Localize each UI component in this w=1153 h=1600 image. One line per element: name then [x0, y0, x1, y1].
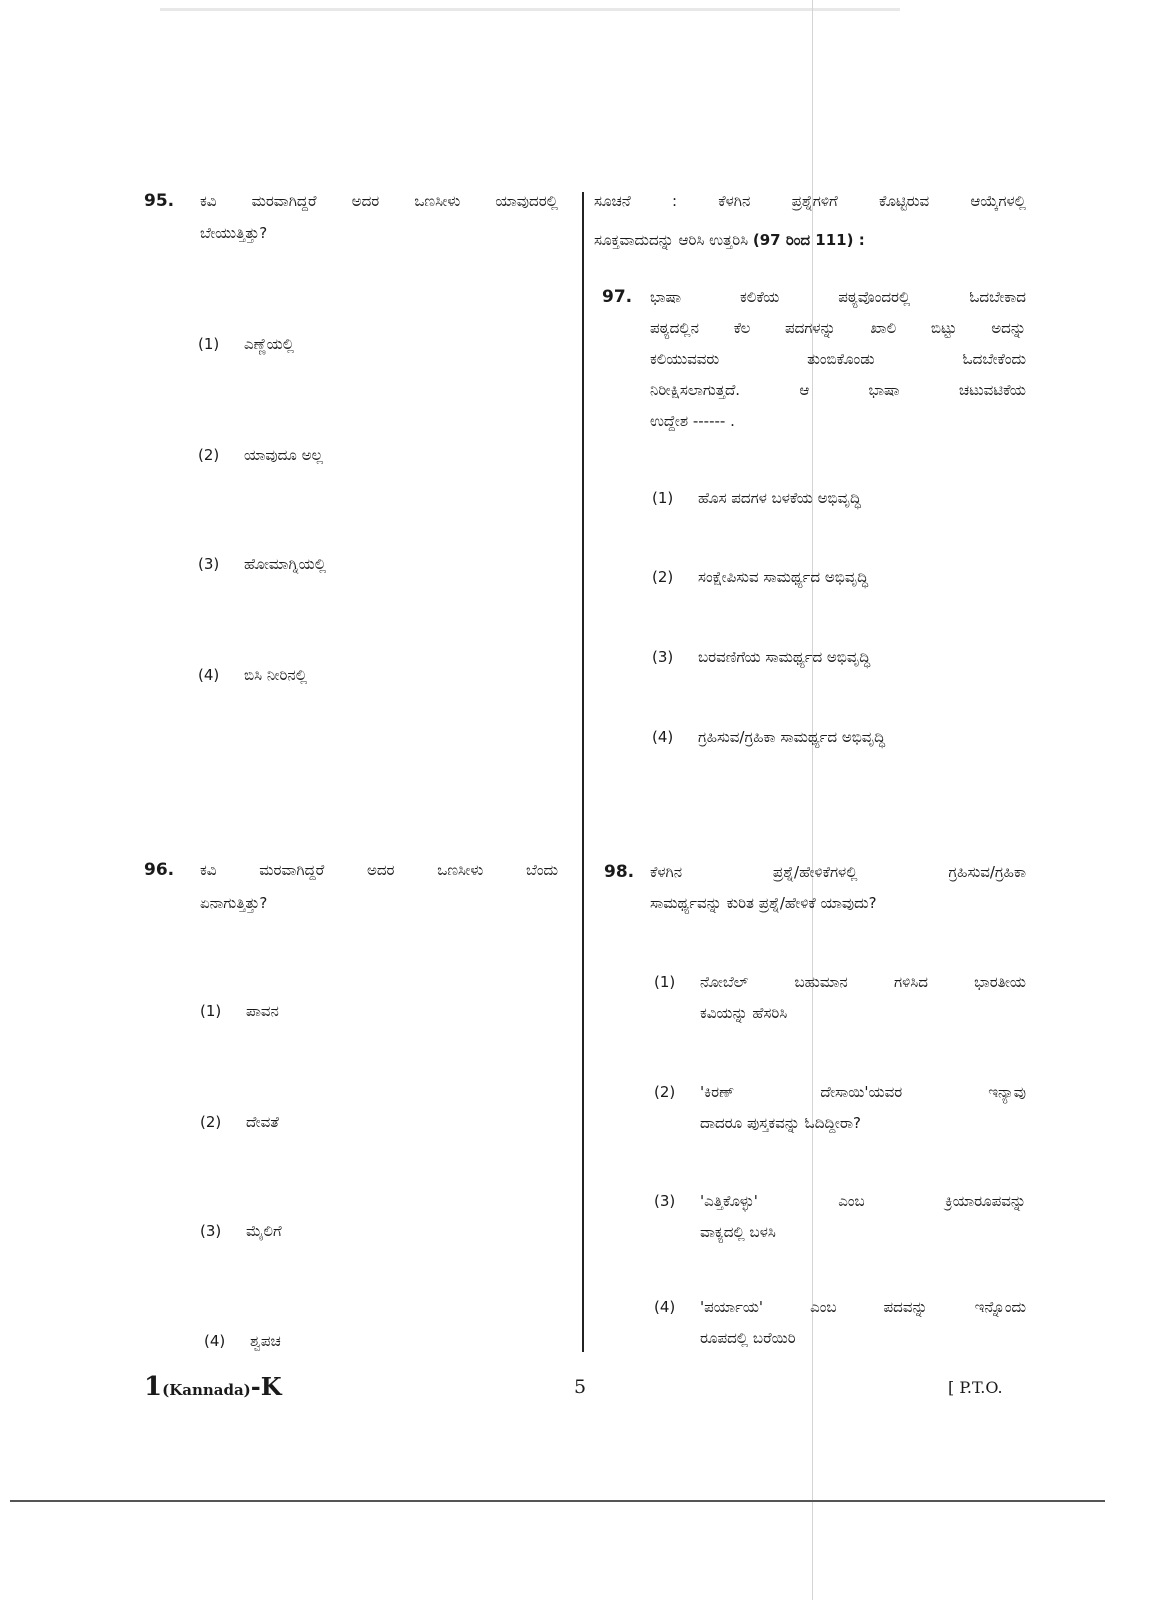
option-number: (4): [198, 666, 220, 684]
option-text-line2: ವಾಕ್ಯದಲ್ಲಿ ಬಳಸಿ: [700, 1223, 776, 1241]
option-text-line1: 'ಎತ್ತಿಕೊಳ್ಳು' ಎಂಬ ಕ್ರಿಯಾರೂಪವನ್ನು: [700, 1192, 1026, 1210]
page-number: 5: [574, 1376, 587, 1398]
q95-option-4[interactable]: [198, 661, 307, 689]
question-98-text-line1: ಕೆಳಗಿನ ಪ್ರಶ್ನೆ/ಹೇಳಿಕೆಗಳಲ್ಲಿ ಗ್ರಹಿಸುವ/ಗ್ರಹಿಕಾ: [650, 863, 1026, 881]
q98-option-4[interactable]: [654, 1293, 1026, 1347]
option-text: ದೇವತೆ: [246, 1113, 279, 1131]
option-text: ಬರವಣಿಗೆಯ ಸಾಮರ್ಥ್ಯದ ಅಭಿವೃದ್ಧಿ: [698, 648, 871, 666]
option-number: (4): [204, 1332, 226, 1350]
q95-option-2[interactable]: [198, 441, 323, 469]
option-text: ಪಾವನ: [246, 1002, 279, 1020]
option-number: (2): [200, 1113, 222, 1131]
question-97-text-line4: ನಿರೀಕ್ಷಿಸಲಾಗುತ್ತದೆ. ಆ ಭಾಷಾ ಚಟುವಟಿಕೆಯ: [650, 381, 1026, 399]
footer-rule: [10, 1500, 1105, 1502]
q98-option-3[interactable]: [654, 1187, 1026, 1241]
booklet-code-main: 1: [144, 1372, 163, 1402]
q95-option-3[interactable]: [198, 550, 326, 578]
option-text: ಸಂಕ್ಷೇಪಿಸುವ ಸಾಮರ್ಥ್ಯದ ಅಭಿವೃದ್ಧಿ: [698, 568, 869, 586]
question-98-text-line2: ಸಾಮರ್ಥ್ಯವನ್ನು ಕುರಿತ ಪ್ರಶ್ನೆ/ಹೇಳಿಕೆ ಯಾವುದು?: [650, 894, 877, 912]
booklet-code: [144, 1372, 282, 1402]
q97-option-2[interactable]: [652, 563, 868, 591]
option-text: ಹೋಮಾಗ್ನಿಯಲ್ಲಿ: [244, 555, 327, 573]
option-text-line1: 'ಕಿರಣ್ ದೇಸಾಯಿ'ಯವರ ಇನ್ಯಾವು: [700, 1083, 1026, 1101]
option-text-line1: ನೋಬೆಲ್ ಬಹುಮಾನ ಗಳಿಸಿದ ಭಾರತೀಯ: [700, 973, 1026, 991]
option-number: (3): [200, 1222, 222, 1240]
q98-option-2[interactable]: [654, 1078, 1026, 1132]
question-95-text-line2: ಬೇಯುತ್ತಿತ್ತು?: [200, 224, 268, 242]
option-text-line2: ದಾದರೂ ಪುಸ್ತಕವನ್ನು ಓದಿದ್ದೀರಾ?: [700, 1114, 862, 1132]
option-number: (4): [652, 728, 674, 746]
option-number: (3): [198, 555, 220, 573]
question-97-text-line3: ಕಲಿಯುವವರು ತುಂಬಿಕೊಂಡು ಓದಬೇಕೆಂದು: [650, 350, 1026, 368]
option-text-line2: ರೂಪದಲ್ಲಿ ಬರೆಯಿರಿ: [700, 1329, 796, 1347]
question-97-text-line1: ಭಾಷಾ ಕಲಿಕೆಯ ಪಠ್ಯವೊಂದರಲ್ಲಿ ಓದಬೇಕಾದ: [650, 288, 1026, 306]
q97-option-4[interactable]: [652, 723, 885, 751]
booklet-code-language: (Kannada): [162, 1381, 251, 1399]
q95-option-1[interactable]: [198, 330, 294, 358]
instruction-text: ಸೂಕ್ತವಾದುದನ್ನು ಆರಿಸಿ ಉತ್ತರಿಸಿ: [594, 231, 749, 249]
option-text: ಯಾವುದೂ ಅಲ್ಲ: [244, 446, 324, 464]
question-96-text-line2: ಏನಾಗುತ್ತಿತ್ತು?: [200, 894, 268, 912]
option-text: ಹೊಸ ಪದಗಳ ಬಳಕೆಯ ಅಭಿವೃದ್ಧಿ: [698, 489, 861, 507]
option-number: (1): [200, 1002, 222, 1020]
q98-option-1[interactable]: [654, 968, 1026, 1022]
option-number: (1): [652, 489, 674, 507]
scan-edge-strip: [160, 8, 900, 11]
option-number: (1): [654, 973, 676, 991]
option-text: ಎಣ್ಣೆಯಲ್ಲಿ: [244, 335, 295, 353]
question-96-number: 96.: [144, 860, 175, 880]
question-97-text-line2: ಪಠ್ಯದಲ್ಲಿನ ಕೆಲ ಪದಗಳನ್ನು ಖಾಲಿ ಬಿಟ್ಟು ಅದನ್ನು: [650, 319, 1026, 337]
question-98-number: 98.: [604, 862, 635, 882]
instruction-line1: ಸೂಚನೆ : ಕೆಳಗಿನ ಪ್ರಶ್ನೆಗಳಿಗೆ ಕೊಟ್ಟಿರುವ ಆಯ್ಕೆಗಳಲ್ಲಿ: [594, 192, 1026, 210]
option-number: (4): [654, 1298, 676, 1316]
question-97-number: 97.: [602, 287, 633, 307]
option-number: (2): [652, 568, 674, 586]
option-number: (1): [198, 335, 220, 353]
booklet-code-suffix: -K: [250, 1372, 282, 1401]
option-text-line2: ಕವಿಯನ್ನು ಹೆಸರಿಸಿ: [700, 1004, 788, 1022]
question-97-text-line5: ಉದ್ದೇಶ ------ .: [650, 412, 735, 430]
option-text: ಶ್ವಪಚ: [250, 1332, 281, 1350]
option-number: (3): [652, 648, 674, 666]
question-95-number: 95.: [144, 191, 175, 211]
q96-option-1[interactable]: [200, 997, 279, 1025]
option-text: ಗ್ರಹಿಸುವ/ಗ್ರಹಿಕಾ ಸಾಮರ್ಥ್ಯದ ಅಭಿವೃದ್ಧಿ: [698, 728, 886, 746]
q97-option-3[interactable]: [652, 643, 870, 671]
q97-option-1[interactable]: [652, 484, 861, 512]
question-95-text-line1: ಕವಿ ಮರವಾಗಿದ್ದರೆ ಅದರ ಒಣಸೀಳು ಯಾವುದರಲ್ಲಿ: [200, 192, 558, 210]
q96-option-2[interactable]: [200, 1108, 279, 1136]
option-number: (2): [198, 446, 220, 464]
option-text: ಬಿಸಿ ನೀರಿನಲ್ಲಿ: [244, 666, 308, 684]
q96-option-4[interactable]: [204, 1327, 281, 1355]
instruction-line2: [594, 225, 865, 255]
option-text: ಮೈಲಿಗೆ: [246, 1222, 282, 1240]
question-96-text-line1: ಕವಿ ಮರವಾಗಿದ್ದರೆ ಅದರ ಒಣಸೀಳು ಬೆಂದು: [200, 861, 558, 879]
column-divider: [582, 192, 584, 1352]
instruction-range: (97 ರಿಂದ 111) :: [752, 231, 865, 249]
pto-label: [ P.T.O.: [948, 1378, 1003, 1397]
option-number: (3): [654, 1192, 676, 1210]
option-text-line1: 'ಪರ್ಯಾಯ' ಎಂಬ ಪದವನ್ನು ಇನ್ನೊಂದು: [700, 1298, 1026, 1316]
q96-option-3[interactable]: [200, 1217, 282, 1245]
option-number: (2): [654, 1083, 676, 1101]
